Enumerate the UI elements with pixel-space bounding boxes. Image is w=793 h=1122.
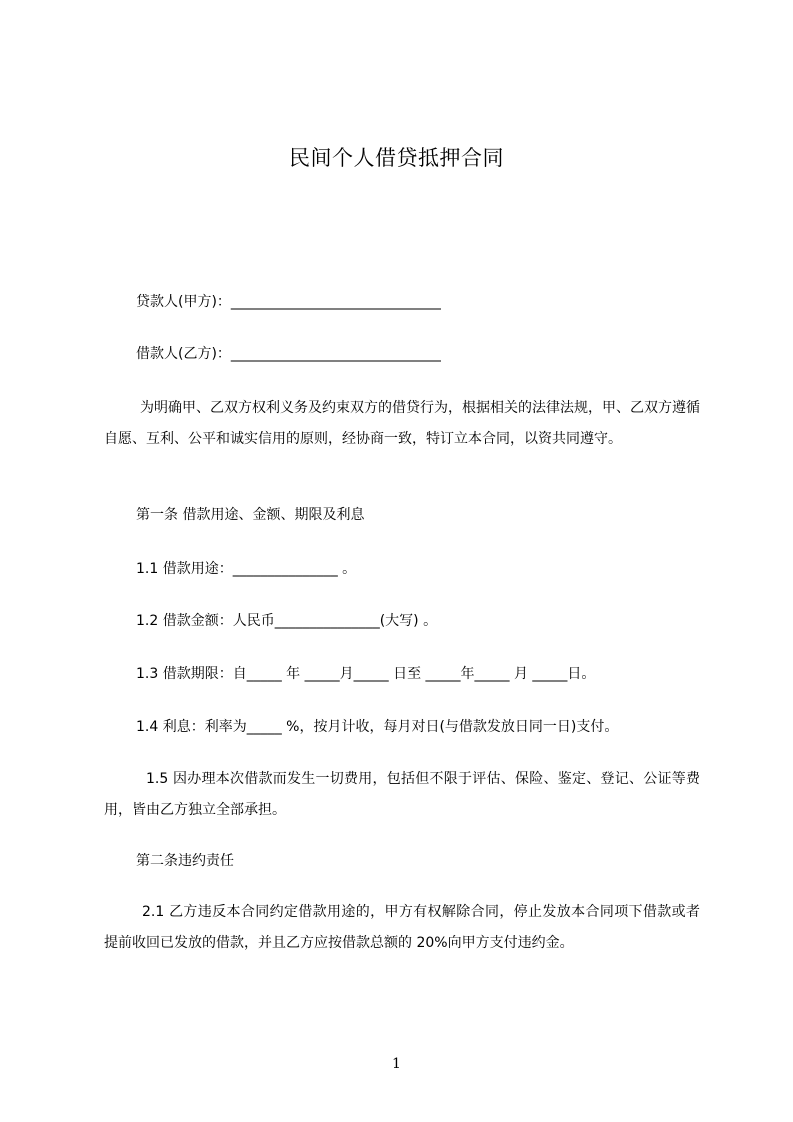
clause-1-5: 1.5 因办理本次借款而发生一切费用，包括但不限于评估、保险、鉴定、登记、公证等费用，皆由乙方独立全部承担。 xyxy=(104,771,700,818)
clause-1-2: 1.2 借款金额：人民币_______________(大写) 。 xyxy=(136,613,438,629)
clause-1-3: 1.3 借款期限：自_____ 年 _____月_____ 日至 _____年_____ 月 _____日。 xyxy=(136,666,596,682)
clause-2-1: 2.1 乙方违反本合同约定借款用途的，甲方有权解除合同，停止发放本合同项下借款或者提前收回已发放的借款，并且乙方应按借款总额的 20%向甲方支付违约金。 xyxy=(104,904,700,951)
preamble-paragraph: 为明确甲、乙双方权利义务及约束双方的借贷行为，根据相关的法律法规，甲、乙双方遵循自愿、互利、公平和诚实信用的原则，经协商一致，特订立本合同，以资共同遵守。 xyxy=(104,400,700,447)
document-title: 民间个人借贷抵押合同 xyxy=(289,146,504,170)
borrower-line: 借款人(乙方)：______________________________ xyxy=(136,346,441,362)
article2-heading: 第二条违约责任 xyxy=(136,853,234,869)
clause-1-4: 1.4 利息：利率为_____ %，按月计收，每月对日(与借款发放日同一日)支付。 xyxy=(136,719,619,735)
page-number: 1 xyxy=(392,1056,401,1072)
article1-heading: 第一条 借款用途、金额、期限及利息 xyxy=(136,507,365,523)
clause-1-1: 1.1 借款用途：_______________ 。 xyxy=(136,561,357,577)
lender-line: 贷款人(甲方)：______________________________ xyxy=(136,294,441,310)
